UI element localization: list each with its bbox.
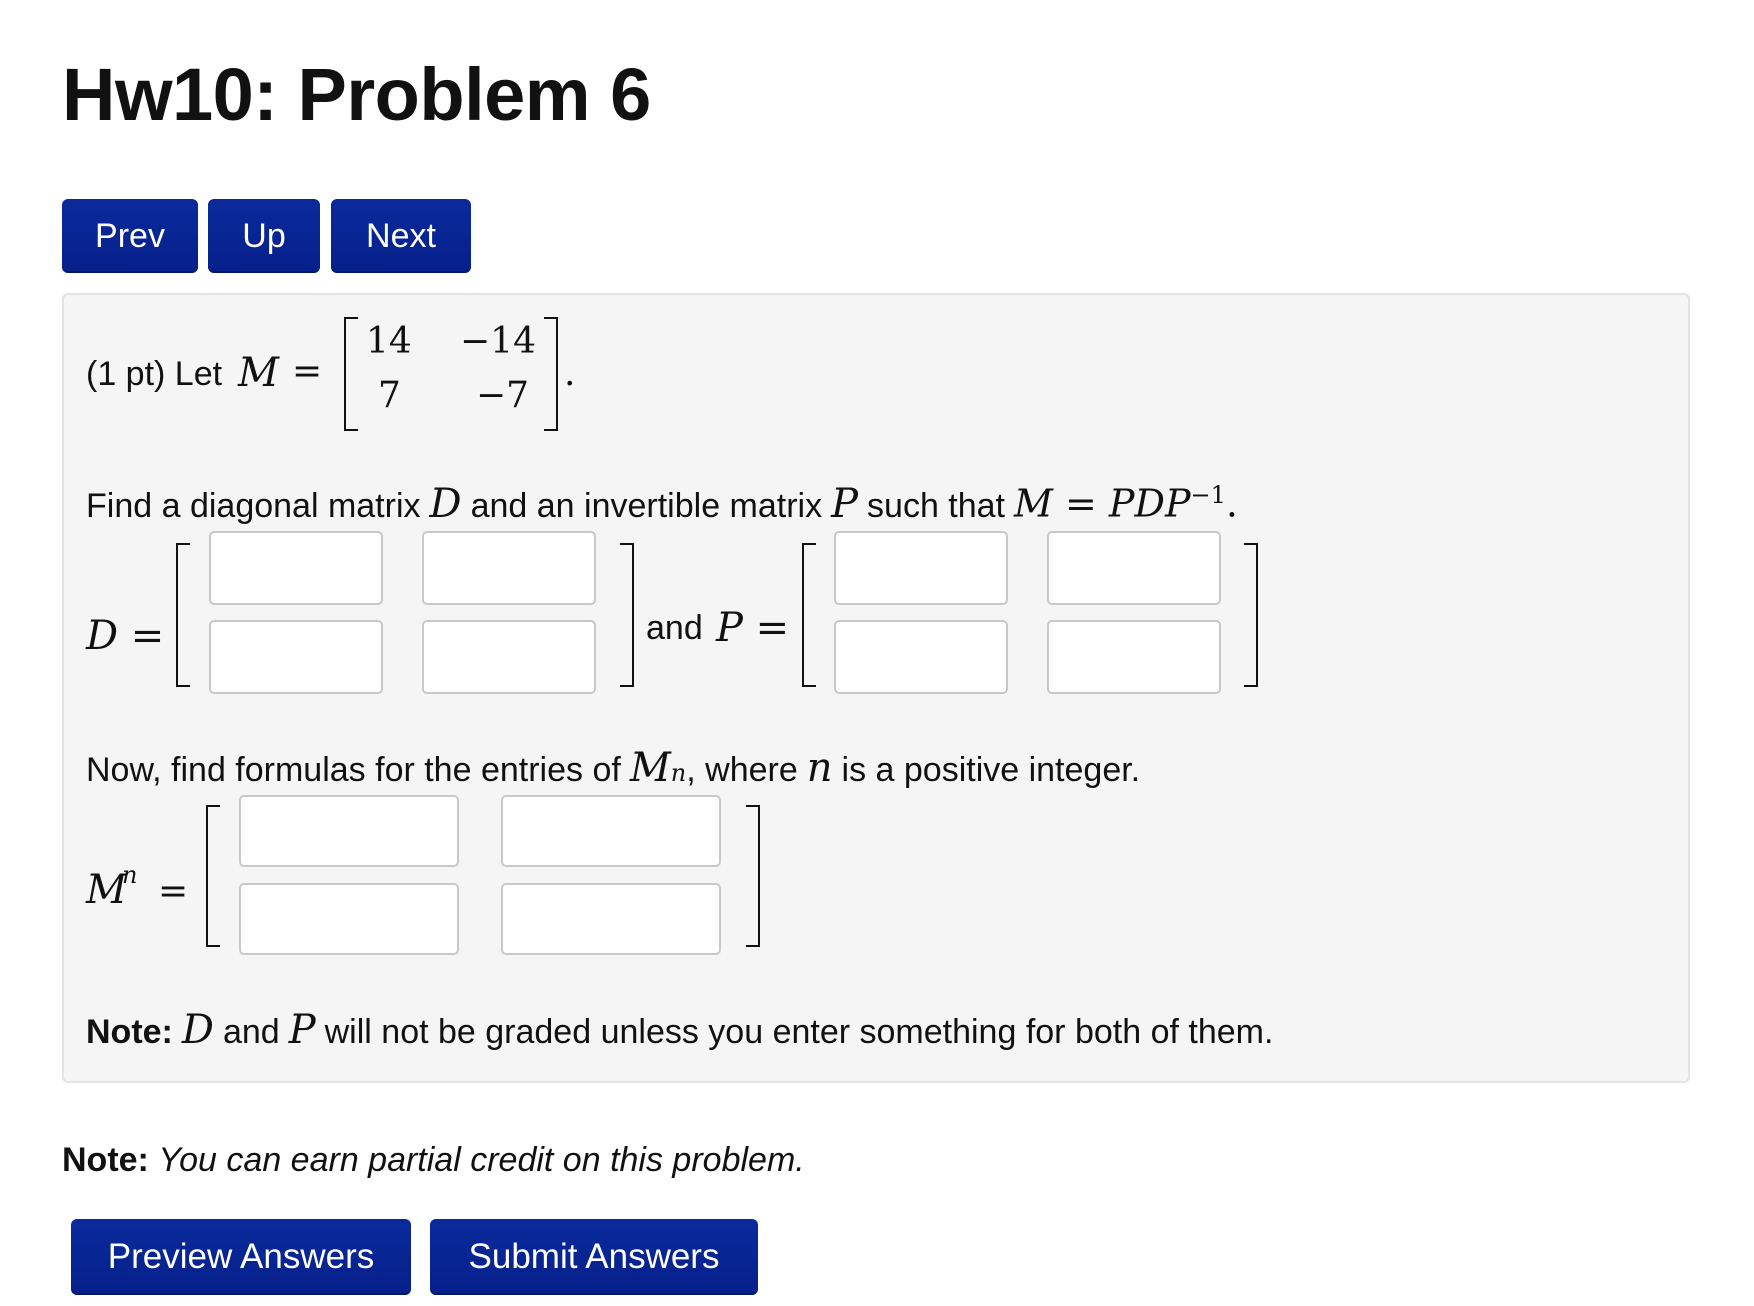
mn-input-r1c1[interactable]	[239, 795, 459, 867]
and-label: and	[646, 609, 703, 647]
find-instruction	[86, 481, 1238, 527]
footer-note-text: You can earn partial credit on this problem.	[158, 1141, 805, 1179]
problem-points: (1 pt) Let	[86, 355, 223, 393]
p-input-r2c2[interactable]	[1047, 620, 1221, 694]
matrix-var-m: M	[238, 350, 279, 396]
matrix-m-period: .	[564, 353, 576, 394]
var-n: n	[806, 745, 833, 791]
prev-button[interactable]: Prev	[62, 199, 198, 273]
partial-credit-note	[62, 1141, 805, 1180]
p-right-bracket	[1244, 543, 1258, 687]
matrix-m-r2c1: 7	[378, 375, 401, 416]
now-text-2: , where	[686, 751, 798, 789]
footer-note-label: Note:	[62, 1141, 149, 1179]
matrix-m-left-bracket	[344, 317, 358, 431]
next-button[interactable]: Next	[331, 199, 471, 273]
d-input-r1c1[interactable]	[209, 531, 383, 605]
preview-answers-button[interactable]: Preview Answers	[71, 1219, 411, 1295]
var-d: D	[429, 481, 462, 527]
inner-note-and: and	[222, 1013, 280, 1051]
problem-box	[62, 293, 1690, 1083]
up-button[interactable]: Up	[208, 199, 320, 273]
inner-note-d: D	[181, 1007, 214, 1053]
p-label: P =	[716, 605, 790, 651]
equation-period: .	[1225, 482, 1239, 526]
mn-input-r2c2[interactable]	[501, 883, 721, 955]
d-input-r1c2[interactable]	[422, 531, 596, 605]
mn-equals: =	[158, 871, 189, 912]
p-left-bracket	[802, 543, 816, 687]
equation-text: M = PDP	[1014, 482, 1191, 526]
inverse-exponent: −1	[1190, 481, 1226, 510]
mn-left-bracket	[206, 805, 220, 947]
now-text-1: Now, find formulas for the entries of	[86, 751, 621, 789]
p-input-r2c1[interactable]	[834, 620, 1008, 694]
p-input-r1c2[interactable]	[1047, 531, 1221, 605]
mn-input-r1c2[interactable]	[501, 795, 721, 867]
mn-input-r2c1[interactable]	[239, 883, 459, 955]
d-input-r2c2[interactable]	[422, 620, 596, 694]
mn-right-bracket	[746, 805, 760, 947]
p-input-r1c1[interactable]	[834, 531, 1008, 605]
mn-label-sup: n	[122, 861, 138, 889]
power-n-sup: n	[670, 759, 687, 787]
formula-instruction	[86, 745, 1140, 791]
matrix-m-r1c2: −14	[460, 321, 536, 362]
equals-sign: =	[292, 351, 323, 392]
var-m-power: M	[629, 745, 671, 791]
submit-answers-button[interactable]: Submit Answers	[430, 1219, 758, 1295]
d-input-r2c1[interactable]	[209, 620, 383, 694]
find-text-3: such that	[867, 487, 1006, 525]
equation-m-pdp	[1014, 481, 1238, 526]
find-text-2: and an invertible matrix	[470, 487, 823, 525]
var-p: P	[831, 481, 859, 527]
mn-label: M	[86, 867, 127, 913]
inner-note-text: will not be graded unless you enter something for both of them.	[324, 1013, 1274, 1051]
d-label: D =	[86, 613, 165, 659]
inner-note-label: Note:	[86, 1013, 173, 1051]
matrix-m-right-bracket	[544, 317, 558, 431]
d-left-bracket	[176, 543, 190, 687]
page-title: Hw10: Problem 6	[62, 53, 651, 136]
inner-note-p: P	[288, 1007, 316, 1053]
find-text-1: Find a diagonal matrix	[86, 487, 421, 525]
now-text-3: is a positive integer.	[841, 751, 1141, 789]
d-right-bracket	[620, 543, 634, 687]
matrix-m-r1c1: 14	[366, 321, 412, 362]
inner-note	[86, 1007, 1273, 1053]
matrix-m-r2c2: −7	[476, 375, 530, 416]
